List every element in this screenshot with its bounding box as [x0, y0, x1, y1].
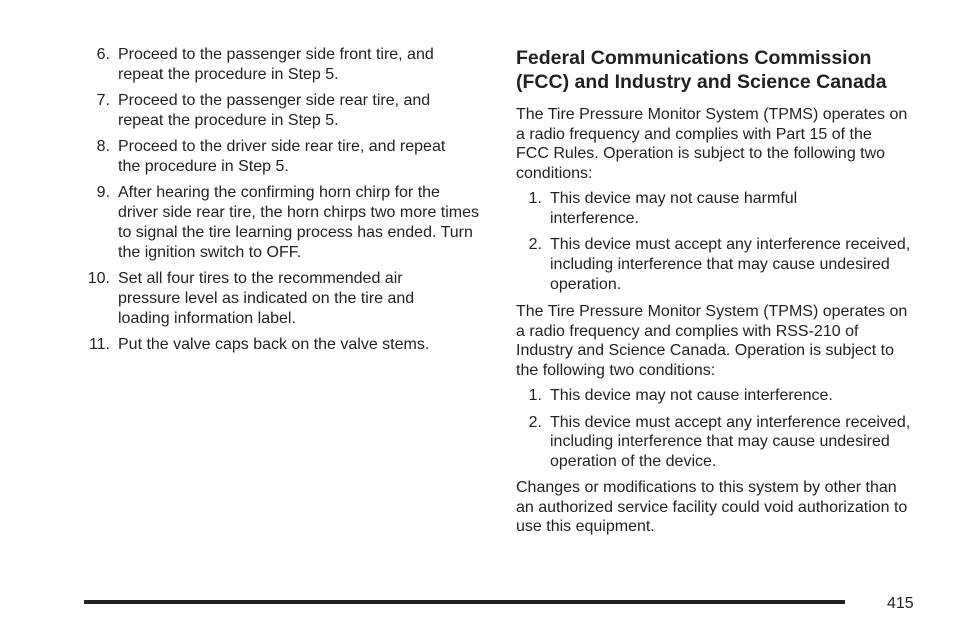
- step-number: 11.: [88, 336, 110, 353]
- step-text: After hearing the confirming horn chirp for the driver side rear tire, the horn chirps two more times to signal the tire learning process has ended. Turn the ignition switch to OFF.: [118, 184, 480, 261]
- ic-paragraph: The Tire Pressure Monitor System (TPMS) operates on a radio frequency and complies with RSS-210 of Industry and Science Canada. Operation is subject to the following two conditions:: [516, 303, 908, 380]
- procedure-steps-list: [84, 45, 484, 361]
- condition-text: This device may not cause harmful interference.: [550, 190, 798, 227]
- step-number: 7.: [96, 92, 110, 109]
- step-text: Set all four tires to the recommended air pressure level as indicated on the tire and loading information label.: [118, 270, 415, 327]
- condition-text: This device must accept any interference received, including interference that may cause undesired operation of the device.: [550, 413, 911, 471]
- fcc-paragraph: The Tire Pressure Monitor System (TPMS) operates on a radio frequency and complies with Part 15 of the FCC Rules. Operation is subject to the following two conditions:: [516, 106, 908, 183]
- step-6: [84, 45, 448, 85]
- ic-condition-2: [516, 413, 920, 472]
- footer-rule: [84, 600, 845, 604]
- fcc-conditions-list: [516, 189, 916, 302]
- page-number: 415: [887, 595, 914, 612]
- step-text: Proceed to the passenger side rear tire, and repeat the procedure in Step 5.: [118, 92, 431, 129]
- condition-number: 1.: [528, 190, 542, 207]
- step-text: Put the valve caps back on the valve stems.: [118, 336, 430, 353]
- condition-number: 2.: [528, 236, 542, 254]
- step-text: Proceed to the passenger side front tire, and repeat the procedure in Step 5.: [118, 46, 434, 83]
- step-text: Proceed to the driver side rear tire, and repeat the procedure in Step 5.: [118, 138, 446, 175]
- condition-number: 1.: [528, 387, 542, 404]
- condition-text: This device may not cause interference.: [550, 387, 833, 404]
- condition-number: 2.: [528, 413, 542, 431]
- condition-text: This device must accept any interference received, including interference that may cause undesired operation.: [550, 236, 911, 293]
- ic-condition-1: [516, 386, 930, 406]
- fcc-condition-1: [516, 189, 850, 228]
- fcc-condition-2: [516, 235, 920, 294]
- step-number: 6.: [96, 46, 110, 63]
- step-number: 8.: [96, 138, 110, 155]
- modifications-paragraph: Changes or modifications to this system by other than an authorized service facility could void authorization to use this equipment.: [516, 479, 908, 536]
- step-number: 9.: [96, 184, 110, 201]
- section-heading: Federal Communications Commission (FCC) and Industry and Science Canada: [516, 47, 887, 93]
- step-10: [84, 269, 458, 329]
- ic-conditions-list: [516, 386, 916, 479]
- step-9: [84, 183, 484, 263]
- step-7: [84, 91, 448, 131]
- step-number: 10.: [87, 270, 110, 287]
- step-8: [84, 137, 448, 177]
- step-11: [84, 335, 508, 355]
